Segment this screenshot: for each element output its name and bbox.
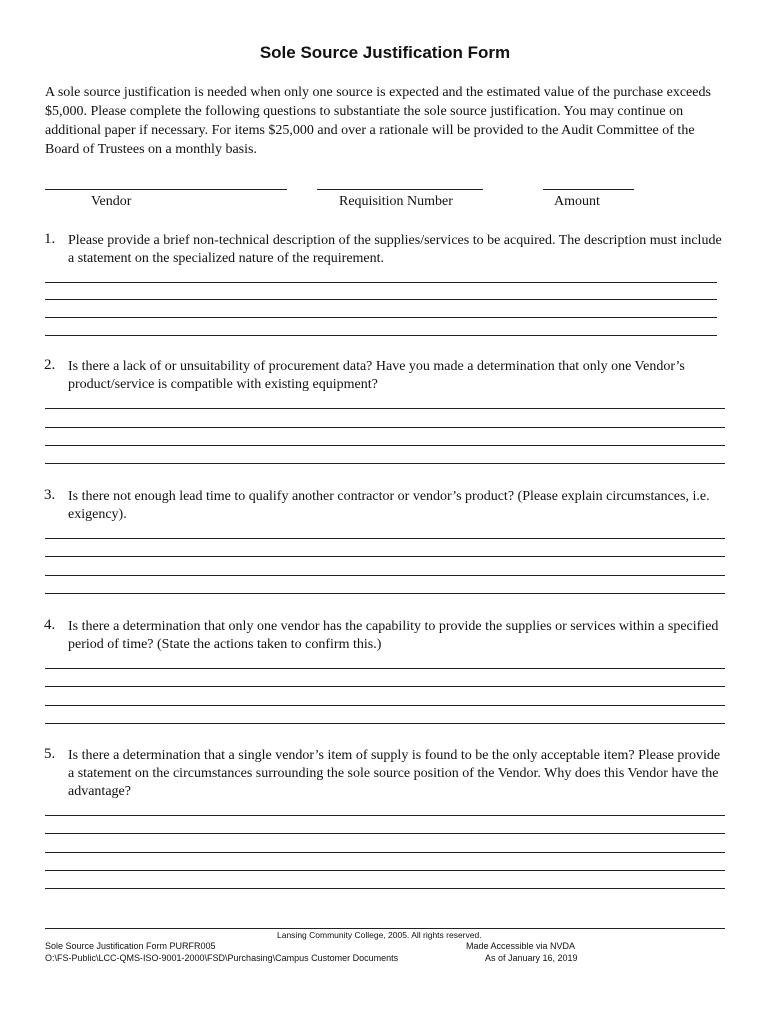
question-5-text: Is there a determination that a single vendor’s item of supply is found to be the only acceptable item? Please provide a statement on the circumstances surrounding the sole source position of the Vendor. Why does this Vendor have the advantage? <box>68 748 721 799</box>
footer-accessibility-note: Made Accessible via NVDA <box>466 941 576 951</box>
requisition-number-field[interactable] <box>317 189 483 190</box>
question-1-answer-line[interactable] <box>45 282 717 283</box>
page-title: Sole Source Justification Form <box>259 43 511 62</box>
question-4-number: 4. <box>44 617 56 633</box>
footer-form-id: Sole Source Justification Form PURFR005 <box>45 941 216 951</box>
question-3-answer-line[interactable] <box>45 593 725 594</box>
question-2-answer-line[interactable] <box>45 463 725 464</box>
requisition-number-label: Requisition Number <box>339 194 453 209</box>
question-5-answer-line[interactable] <box>45 870 725 871</box>
vendor-field[interactable] <box>45 189 287 190</box>
question-4-answer-line[interactable] <box>45 723 725 724</box>
question-5-answer-line[interactable] <box>45 852 725 853</box>
amount-field[interactable] <box>543 189 634 190</box>
question-2-answer-line[interactable] <box>45 445 725 446</box>
question-1-number: 1. <box>44 231 56 247</box>
vendor-label: Vendor <box>91 194 132 209</box>
question-4-answer-line[interactable] <box>45 668 725 669</box>
question-4-text: Is there a determination that only one vendor has the capability to provide the supplies or services within a specified period of time? (State the actions taken to confirm this.) <box>68 619 719 652</box>
footer-divider <box>45 928 725 929</box>
footer-revision-date: As of January 16, 2019 <box>485 953 578 963</box>
question-4-answer-line[interactable] <box>45 686 725 687</box>
footer-file-path: O:\FS-Public\LCC-QMS-ISO-9001-2000\FSD\Purchasing\Campus Customer Documents <box>45 953 399 963</box>
question-1-text: Please provide a brief non-technical description of the supplies/services to be acquired. The description must include a statement on the specialized nature of the requirement. <box>68 233 722 266</box>
footer-copyright: Lansing Community College, 2005. All rights reserved. <box>277 930 482 940</box>
question-1-answer-line[interactable] <box>45 317 717 318</box>
question-2-text: Is there a lack of or unsuitability of procurement data? Have you made a determination that only one Vendor’s product/service is compatible with existing equipment? <box>68 359 685 392</box>
question-1-answer-line[interactable] <box>45 299 717 300</box>
question-5-number: 5. <box>44 746 56 762</box>
question-3-text: Is there not enough lead time to qualify another contractor or vendor’s product? (Please explain circumstances, i.e. exigency). <box>68 489 710 522</box>
question-2-answer-line[interactable] <box>45 408 725 409</box>
intro-paragraph: A sole source justification is needed when only one source is expected and the estimated value of the purchase exceeds $5,000. Please complete the following questions to substantiate the sole source justification. You may continue on additional paper if necessary. For items $25,000 and over a rationale will be provided to the Audit Committee of the Board of Trustees on a monthly basis. <box>45 85 711 157</box>
question-2-answer-line[interactable] <box>45 427 725 428</box>
question-3-answer-line[interactable] <box>45 575 725 576</box>
amount-label: Amount <box>554 194 600 209</box>
question-3-answer-line[interactable] <box>45 538 725 539</box>
question-2-number: 2. <box>44 357 56 373</box>
question-5-answer-line[interactable] <box>45 815 725 816</box>
question-3-number: 3. <box>44 487 56 503</box>
question-1-answer-line[interactable] <box>45 335 717 336</box>
question-5-answer-line[interactable] <box>45 833 725 834</box>
question-5-answer-line[interactable] <box>45 888 725 889</box>
question-3-answer-line[interactable] <box>45 556 725 557</box>
question-4-answer-line[interactable] <box>45 705 725 706</box>
